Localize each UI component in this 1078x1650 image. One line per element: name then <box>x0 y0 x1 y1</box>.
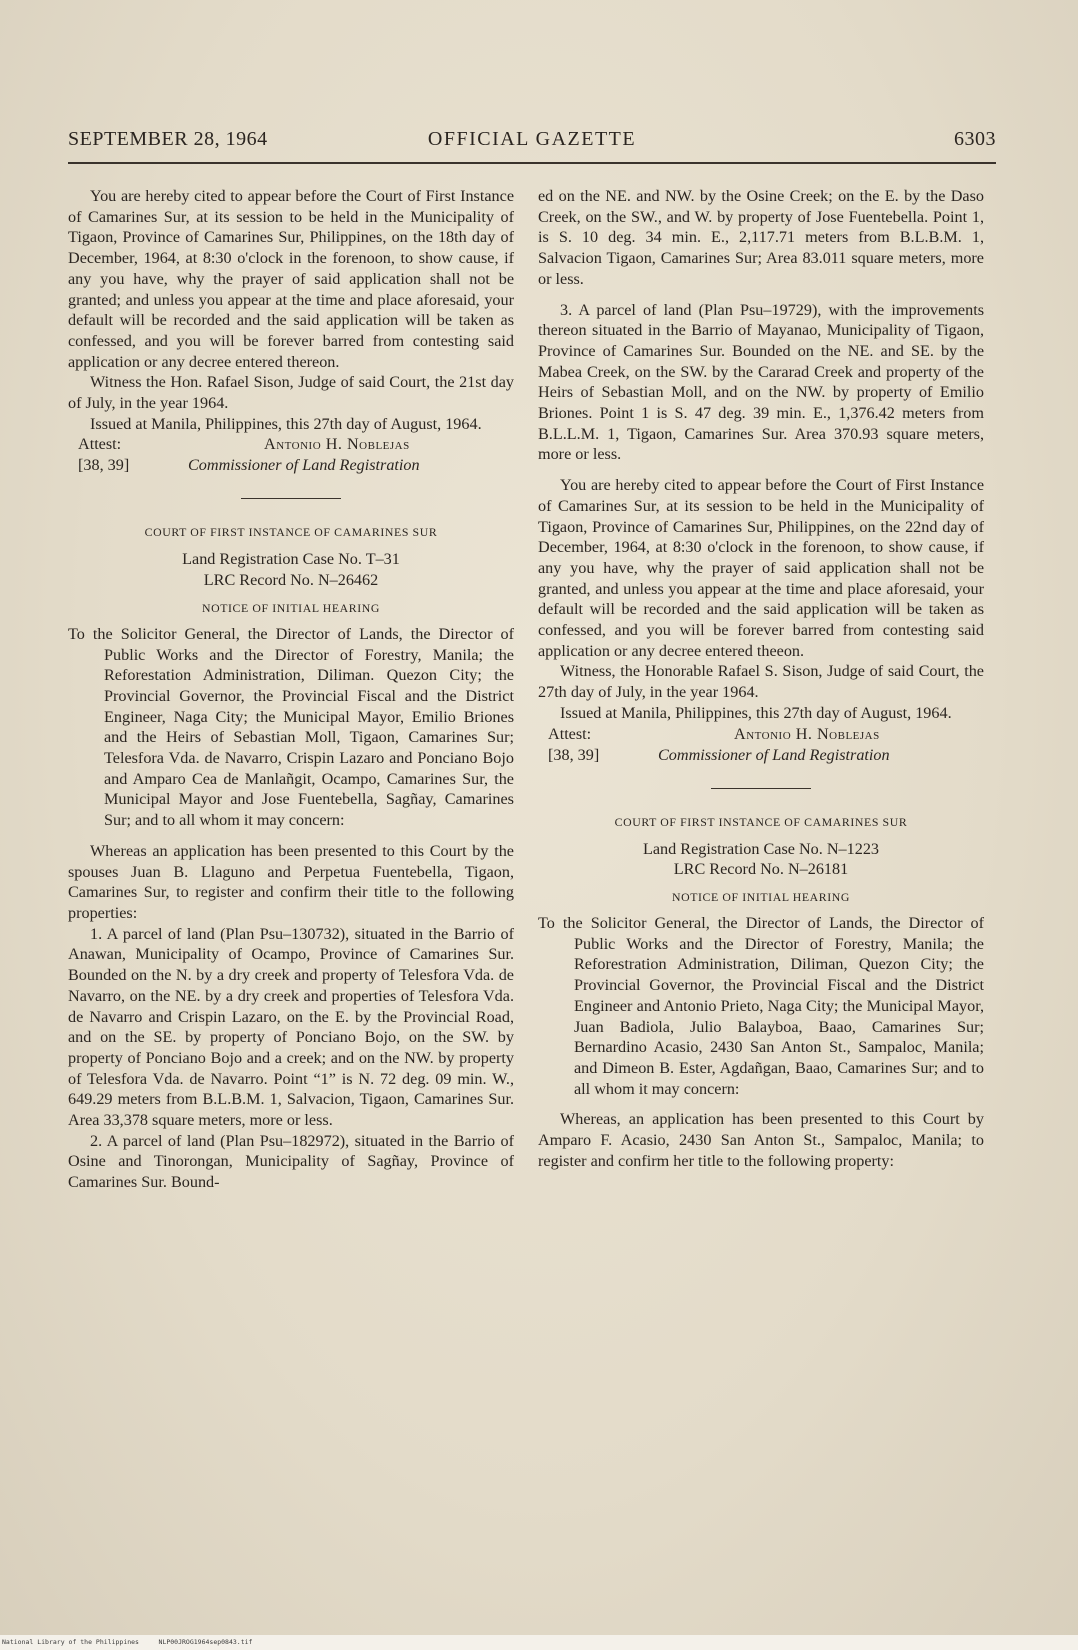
case-number: Land Registration Case No. T–31 <box>182 550 400 569</box>
section-divider <box>711 788 811 789</box>
header-rule <box>68 162 996 164</box>
scan-footer-text: National Library of the Philippines NLP00JROG1964sep0843.tif <box>2 1638 253 1646</box>
left-column <box>68 186 514 1193</box>
summons-paragraph: You are hereby cited to appear before the Court of First Instance of Camarines Sur, at its session to be held in the Municipality of Tigaon, Province of Camarines Sur, Philippines, on the 18th day of December, 1964, at 8:30 o'clock in the forenoon, to show cause, if any you have, why the prayer of said application shall not be granted; and unless you appear at the time and place aforesaid, your default will be recorded and the said application will be taken as confessed, and you will be forever barred from contesting said application or any decree entered thereon. <box>68 187 514 371</box>
attest-issue-number: [38, 39] <box>78 456 130 475</box>
attest-label: Attest: <box>78 435 122 454</box>
attest-issue-number: [38, 39] <box>548 745 600 764</box>
record-number: LRC Record No. N–26462 <box>203 571 379 590</box>
notice-heading: NOTICE OF INITIAL HEARING <box>671 889 851 904</box>
parcel-2-paragraph: 2. A parcel of land (Plan Psu–182972), situated in the Barrio of Osine and Tinorongan, Municipality of Sagñay, Province of Camarines Sur. Bound- <box>68 1131 514 1192</box>
issued-paragraph: Issued at Manila, Philippines, this 27th day of August, 1964. <box>90 414 482 433</box>
attestation <box>68 434 514 476</box>
attest-title: Commissioner of Land Registration <box>188 456 420 475</box>
attest-title: Commissioner of Land Registration <box>658 745 890 764</box>
header-date: SEPTEMBER 28, 1964 <box>68 128 268 150</box>
parcel-3-paragraph: 3. A parcel of land (Plan Psu–19729), with the improvements thereon situated in the Barrio of Mayanao, Municipality of Tigaon, Province of Camarines Sur. Bounded on the NE. and SE. by the Mabea Creek, on the SW. by the Cararad Creek and property of the Heirs of Sebastian Moll, and on the NW. by property of Emilio Briones. Point 1 is S. 47 deg. 39 min. E., 1,376.42 meters from B.L.L.M. 1, Tigaon, Camarines Sur. Area 370.93 square meters, more or less. <box>538 300 984 464</box>
page-header <box>68 128 996 154</box>
right-column <box>538 186 984 1171</box>
witness-paragraph: Witness, the Honorable Rafael S. Sison, Judge of said Court, the 27th day of July, in the year 1964. <box>538 662 984 702</box>
section-divider <box>241 498 341 499</box>
header-page-number: 6303 <box>954 128 996 150</box>
summons-paragraph: You are hereby cited to appear before the Court of First Instance of Camarines Sur, at its session to be held in the Municipality of Tigaon, Province of Camarines Sur, Philippines, on the 22nd day of December, 1964, at 8:30 o'clock in the forenoon, to show cause, if any you have, why the prayer of said application shall not be granted, and unless you appear at the time and place aforesaid, your default will be recorded and the said application will be taken as confessed, and you will be forever barred from contesting said application or any decree entered theeon. <box>538 476 984 660</box>
attest-name: Antonio H. Noblejas <box>734 724 880 743</box>
attest-label: Attest: <box>548 724 592 743</box>
parcel-2-continuation: ed on the NE. and NW. by the Osine Creek; on the E. by the Daso Creek, on the SW., and W. by property of Jose Fuentebella. Point 1, is S. 10 deg. 34 min. E., 2,117.71 meters from B.L.B.M. 1, Salvacion Tigaon, Camarines Sur; Area 83.011 square meters, more or less. <box>538 187 984 288</box>
record-number: LRC Record No. N–26181 <box>673 860 849 879</box>
whereas-paragraph: Whereas, an application has been presented to this Court by Amparo F. Acasio, 2430 San Anton St., Sampaloc, Manila; to register and confirm her title to the following property: <box>538 1110 984 1170</box>
witness-paragraph: Witness the Hon. Rafael Sison, Judge of said Court, the 21st day of July, in the year 1964. <box>68 373 514 413</box>
notice-heading: NOTICE OF INITIAL HEARING <box>201 600 381 615</box>
addressees-paragraph: To the Solicitor General, the Director of Lands, the Director of Public Works and the Director of Forestry, Manila; the Reforestation Administration, Diliman. Quezon City; the Provincial Governor, the Provincial Fiscal and the District Engineer, Naga City; the Municipal Mayor, Emilio Briones and the Heirs of Sebastian Moll, Tigaon, Camarines Sur; Telesfora Vda. de Navarro, Crispin Lazaro and Ponciano Bojo and Amparo Cea de Manlañgit, Ocampo, Camarines Sur, the Municipal Mayor and Jose Fuentebella, Sagñay, Camarines Sur; and to all whom it may concern: <box>68 624 514 830</box>
court-heading: COURT OF FIRST INSTANCE OF CAMARINES SUR <box>614 814 908 829</box>
whereas-paragraph: Whereas an application has been presented to this Court by the spouses Juan B. Llaguno and Perpetua Fuentebella, Tigaon, Camarines Sur, to register and confirm their title to the following properties: <box>68 841 514 922</box>
parcel-1-paragraph: 1. A parcel of land (Plan Psu–130732), situated in the Barrio of Anawan, Municipality of Ocampo, Province of Camarines Sur. Bounded on the N. by a dry creek and property of Telesfora Vda. de Navarro, on the NE. by a dry creek and properties of Telesfora Vda. de Navarro and Crispin Lazaro, on the E. by the Provincial Road, and on the SE. by property of Ponciano Bojo, on the SW. by property of Ponciano Bojo and a creek; and on the NW. by property of Telesfora Vda. de Navarro. Point “1” is N. 72 deg. 09 min. W., 649.29 meters from B.L.B.M. 1, Salvacion, Tigaon, Camarines Sur. Area 33,378 square meters, more or less. <box>68 924 514 1130</box>
header-title: OFFICIAL GAZETTE <box>427 128 637 150</box>
attestation <box>538 724 984 766</box>
court-heading: COURT OF FIRST INSTANCE OF CAMARINES SUR <box>144 525 438 540</box>
addressees-paragraph: To the Solicitor General, the Director of Lands, the Director of Public Works and the Director of Forestry, Manila; the Reforestration Administration, Diliman, Quezon City; the Provincial Governor, the Provincial Fiscal and the District Engineer and Antonio Prieto, Naga City; the Municipal Mayor, Juan Badiola, Julio Balayboa, Baao, Camarines Sur; Bernardino Acasio, 2430 San Anton St., Sampaloc, Manila; and Dimeon B. Ester, Agdañgan, Baao, Camarines Sur; and to all whom it may concern: <box>538 913 984 1098</box>
issued-paragraph: Issued at Manila, Philippines, this 27th day of August, 1964. <box>560 703 952 722</box>
attest-name: Antonio H. Noblejas <box>264 435 410 454</box>
case-number: Land Registration Case No. N–1223 <box>642 839 880 858</box>
